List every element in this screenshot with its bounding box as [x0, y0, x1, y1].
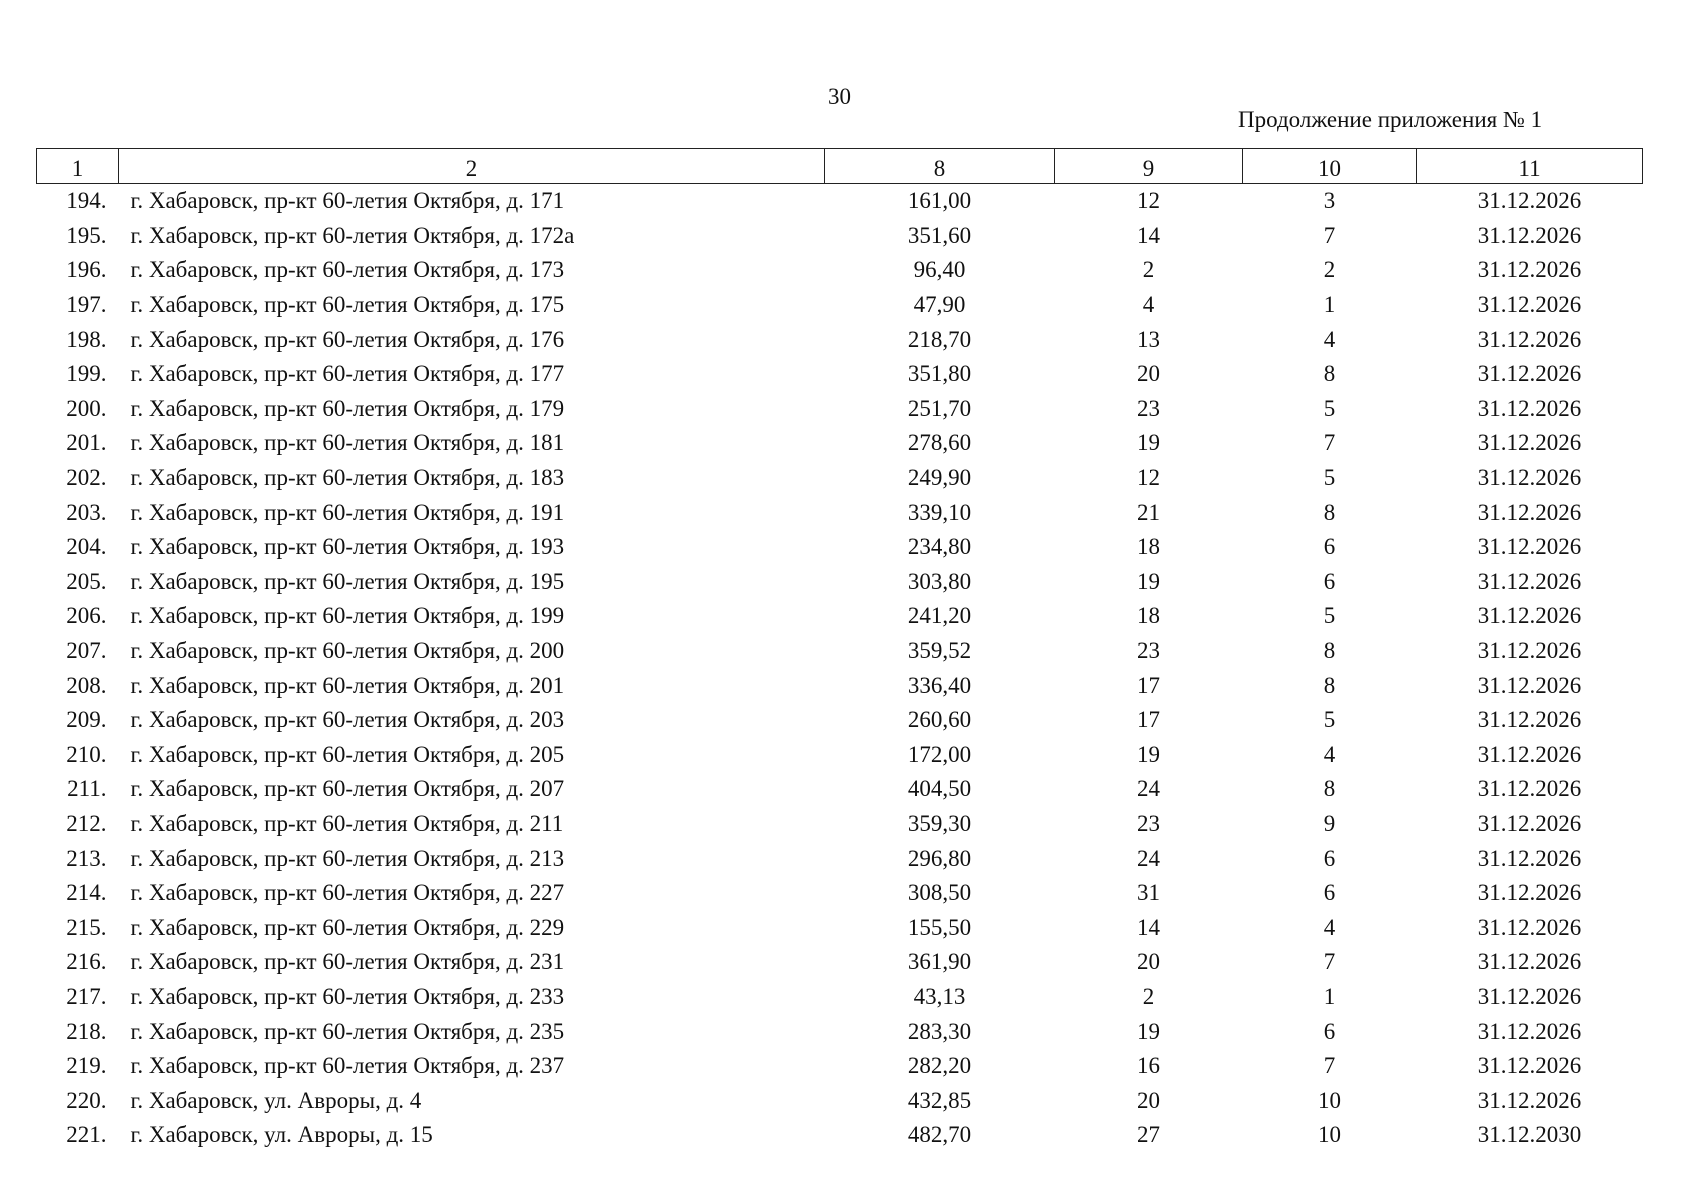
address: г. Хабаровск, пр-кт 60-летия Октября, д. 231: [130, 949, 565, 975]
count-col10: 2: [1323, 257, 1336, 283]
area-value: 283,30: [907, 1018, 972, 1044]
count-col10: 10: [1318, 1087, 1341, 1113]
address: г. Хабаровск, пр-кт 60-летия Октября, д. 227: [130, 880, 565, 906]
address: г. Хабаровск, пр-кт 60-летия Октября, д. 176: [130, 326, 565, 352]
address: г. Хабаровск, пр-кт 60-летия Октября, д. 235: [130, 1018, 565, 1044]
row-number: 209.: [66, 707, 107, 733]
row-number: 206.: [66, 603, 107, 629]
deadline-date: 31.12.2026: [1477, 914, 1582, 940]
count-col9: 18: [1137, 534, 1160, 560]
area-value: 308,50: [907, 880, 972, 906]
row-number: 199.: [66, 361, 107, 387]
area-value: 234,80: [907, 534, 972, 560]
address: г. Хабаровск, пр-кт 60-летия Октября, д. 193: [130, 534, 565, 560]
count-col9: 19: [1137, 1018, 1160, 1044]
count-col10: 1: [1323, 292, 1336, 318]
address: г. Хабаровск, пр-кт 60-летия Октября, д. 205: [130, 741, 565, 767]
deadline-date: 31.12.2026: [1477, 1018, 1582, 1044]
table-row: [37, 392, 1643, 427]
count-col10: 5: [1323, 395, 1336, 421]
appendix-continuation-note: Продолжение приложения № 1: [1238, 107, 1543, 132]
area-value: 260,60: [907, 707, 972, 733]
column-header-8: 8: [825, 149, 1055, 184]
count-col10: 5: [1323, 465, 1336, 491]
area-value: 155,50: [907, 914, 972, 940]
area-value: 282,20: [907, 1053, 972, 1079]
deadline-date: 31.12.2026: [1477, 188, 1582, 214]
table-row: [37, 461, 1643, 496]
count-col9: 23: [1137, 638, 1160, 664]
area-value: 351,60: [907, 222, 972, 248]
count-col9: 14: [1137, 914, 1160, 940]
area-value: 303,80: [907, 568, 972, 594]
deadline-date: 31.12.2026: [1477, 983, 1582, 1009]
count-col9: 12: [1137, 188, 1160, 214]
area-value: 336,40: [907, 672, 972, 698]
deadline-date: 31.12.2026: [1477, 1053, 1582, 1079]
area-value: 172,00: [907, 741, 972, 767]
count-col9: 24: [1137, 776, 1160, 802]
table-row: [37, 945, 1643, 980]
address: г. Хабаровск, пр-кт 60-летия Октября, д. 237: [130, 1053, 565, 1079]
count-col9: 23: [1137, 395, 1160, 421]
count-col9: 16: [1137, 1053, 1160, 1079]
table-body: [37, 184, 1643, 1153]
deadline-date: 31.12.2026: [1477, 534, 1582, 560]
address: г. Хабаровск, пр-кт 60-летия Октября, д. 173: [130, 257, 565, 283]
deadline-date: 31.12.2026: [1477, 741, 1582, 767]
address: г. Хабаровск, пр-кт 60-летия Октября, д. 207: [130, 776, 565, 802]
table-row: [37, 807, 1643, 842]
address: г. Хабаровск, пр-кт 60-летия Октября, д. 191: [130, 499, 565, 525]
address: г. Хабаровск, пр-кт 60-летия Октября, д. 179: [130, 395, 565, 421]
row-number: 203.: [66, 499, 107, 525]
table-row: [37, 668, 1643, 703]
row-number: 215.: [66, 914, 107, 940]
row-number: 220.: [66, 1087, 107, 1113]
row-number: 211.: [67, 776, 107, 802]
count-col10: 6: [1323, 845, 1336, 871]
table-row: [37, 980, 1643, 1015]
count-col10: 6: [1323, 534, 1336, 560]
count-col10: 6: [1323, 880, 1336, 906]
count-col9: 19: [1137, 430, 1160, 456]
table-row: [37, 184, 1643, 219]
table-row: [37, 322, 1643, 357]
table-row: [37, 841, 1643, 876]
table-header: [37, 149, 1643, 184]
area-value: 241,20: [907, 603, 972, 629]
table-row: [37, 288, 1643, 323]
count-col9: 17: [1137, 672, 1160, 698]
area-value: 43,13: [913, 983, 966, 1009]
count-col9: 24: [1137, 845, 1160, 871]
table-row: [37, 738, 1643, 773]
column-header-11: 11: [1417, 149, 1643, 184]
count-col10: 6: [1323, 568, 1336, 594]
address: г. Хабаровск, пр-кт 60-летия Октября, д. 200: [130, 638, 565, 664]
row-number: 204.: [66, 534, 107, 560]
count-col10: 5: [1323, 603, 1336, 629]
deadline-date: 31.12.2026: [1477, 638, 1582, 664]
count-col10: 10: [1318, 1122, 1341, 1148]
table-row: [37, 530, 1643, 565]
count-col10: 9: [1323, 810, 1336, 836]
deadline-date: 31.12.2026: [1477, 222, 1582, 248]
row-number: 216.: [66, 949, 107, 975]
count-col9: 20: [1137, 361, 1160, 387]
count-col9: 18: [1137, 603, 1160, 629]
row-number: 202.: [66, 465, 107, 491]
address: г. Хабаровск, пр-кт 60-летия Октября, д. 213: [130, 845, 565, 871]
row-number: 218.: [66, 1018, 107, 1044]
area-value: 278,60: [907, 430, 972, 456]
table-row: [37, 426, 1643, 461]
row-number: 197.: [66, 292, 107, 318]
table-header-row: [37, 149, 1643, 184]
area-value: 361,90: [907, 949, 972, 975]
row-number: 210.: [66, 741, 107, 767]
deadline-date: 31.12.2026: [1477, 810, 1582, 836]
deadline-date: 31.12.2026: [1477, 326, 1582, 352]
table-row: [37, 703, 1643, 738]
address: г. Хабаровск, пр-кт 60-летия Октября, д. 229: [130, 914, 565, 940]
count-col10: 4: [1323, 326, 1336, 352]
row-number: 201.: [66, 430, 107, 456]
count-col10: 8: [1323, 499, 1336, 525]
deadline-date: 31.12.2026: [1477, 292, 1582, 318]
address: г. Хабаровск, пр-кт 60-летия Октября, д. 172а: [130, 222, 575, 248]
row-number: 219.: [66, 1053, 107, 1079]
deadline-date: 31.12.2026: [1477, 707, 1582, 733]
deadline-date: 31.12.2026: [1477, 603, 1582, 629]
row-number: 221.: [66, 1122, 107, 1148]
row-number: 205.: [66, 568, 107, 594]
address: г. Хабаровск, ул. Авроры, д. 4: [130, 1087, 422, 1113]
count-col10: 8: [1323, 672, 1336, 698]
address: г. Хабаровск, пр-кт 60-летия Октября, д. 181: [130, 430, 565, 456]
deadline-date: 31.12.2030: [1477, 1122, 1582, 1148]
address: г. Хабаровск, пр-кт 60-летия Октября, д. 199: [130, 603, 565, 629]
column-header-2: 2: [119, 149, 825, 184]
table-row: [37, 253, 1643, 288]
row-number: 196.: [66, 257, 107, 283]
row-number: 213.: [66, 845, 107, 871]
row-number: 207.: [66, 638, 107, 664]
area-value: 359,52: [907, 638, 972, 664]
area-value: 432,85: [907, 1087, 972, 1113]
row-number: 212.: [66, 810, 107, 836]
count-col10: 4: [1323, 914, 1336, 940]
count-col9: 20: [1137, 949, 1160, 975]
address: г. Хабаровск, ул. Авроры, д. 15: [130, 1122, 433, 1148]
page-number: 30: [828, 84, 851, 109]
area-value: 249,90: [907, 465, 972, 491]
count-col10: 7: [1323, 430, 1336, 456]
count-col9: 2: [1142, 257, 1155, 283]
count-col10: 1: [1323, 983, 1336, 1009]
address: г. Хабаровск, пр-кт 60-летия Октября, д. 175: [130, 292, 565, 318]
area-value: 359,30: [907, 810, 972, 836]
area-value: 218,70: [907, 326, 972, 352]
area-value: 339,10: [907, 499, 972, 525]
row-number: 214.: [66, 880, 107, 906]
deadline-date: 31.12.2026: [1477, 257, 1582, 283]
table-row: [37, 1118, 1643, 1153]
deadline-date: 31.12.2026: [1477, 361, 1582, 387]
area-value: 404,50: [907, 776, 972, 802]
address: г. Хабаровск, пр-кт 60-летия Октября, д. 195: [130, 568, 565, 594]
table-row: [37, 910, 1643, 945]
area-value: 482,70: [907, 1122, 972, 1148]
count-col9: 13: [1137, 326, 1160, 352]
address: г. Хабаровск, пр-кт 60-летия Октября, д. 177: [130, 361, 565, 387]
table-row: [37, 634, 1643, 669]
table-row: [37, 219, 1643, 254]
count-col9: 23: [1137, 810, 1160, 836]
deadline-date: 31.12.2026: [1477, 880, 1582, 906]
count-col10: 7: [1323, 1053, 1336, 1079]
address: г. Хабаровск, пр-кт 60-летия Октября, д. 211: [130, 810, 564, 836]
deadline-date: 31.12.2026: [1477, 672, 1582, 698]
column-header-1: 1: [37, 149, 119, 184]
count-col9: 19: [1137, 741, 1160, 767]
deadline-date: 31.12.2026: [1477, 430, 1582, 456]
count-col9: 17: [1137, 707, 1160, 733]
address: г. Хабаровск, пр-кт 60-летия Октября, д. 233: [130, 983, 565, 1009]
count-col9: 12: [1137, 465, 1160, 491]
address: г. Хабаровск, пр-кт 60-летия Октября, д. 203: [130, 707, 565, 733]
row-number: 200.: [66, 395, 107, 421]
area-value: 96,40: [913, 257, 966, 283]
row-number: 195.: [66, 222, 107, 248]
count-col10: 8: [1323, 776, 1336, 802]
table-row: [37, 1083, 1643, 1118]
deadline-date: 31.12.2026: [1477, 776, 1582, 802]
deadline-date: 31.12.2026: [1477, 949, 1582, 975]
count-col9: 19: [1137, 568, 1160, 594]
address: г. Хабаровск, пр-кт 60-летия Октября, д. 201: [130, 672, 565, 698]
table-row: [37, 1049, 1643, 1084]
column-header-9: 9: [1055, 149, 1243, 184]
count-col10: 6: [1323, 1018, 1336, 1044]
count-col10: 5: [1323, 707, 1336, 733]
count-col10: 8: [1323, 361, 1336, 387]
table-row: [37, 772, 1643, 807]
row-number: 217.: [66, 983, 107, 1009]
count-col10: 3: [1323, 188, 1336, 214]
count-col10: 8: [1323, 638, 1336, 664]
deadline-date: 31.12.2026: [1477, 395, 1582, 421]
area-value: 351,80: [907, 361, 972, 387]
deadline-date: 31.12.2026: [1477, 568, 1582, 594]
count-col10: 4: [1323, 741, 1336, 767]
area-value: 251,70: [907, 395, 972, 421]
deadline-date: 31.12.2026: [1477, 465, 1582, 491]
table-row: [37, 495, 1643, 530]
table-row: [37, 1014, 1643, 1049]
table-row: [37, 565, 1643, 600]
count-col9: 31: [1137, 880, 1160, 906]
address: г. Хабаровск, пр-кт 60-летия Октября, д. 183: [130, 465, 565, 491]
deadline-date: 31.12.2026: [1477, 845, 1582, 871]
column-header-10: 10: [1243, 149, 1417, 184]
deadline-date: 31.12.2026: [1477, 1087, 1582, 1113]
row-number: 194.: [66, 188, 107, 214]
count-col10: 7: [1323, 949, 1336, 975]
area-value: 47,90: [913, 292, 966, 318]
area-value: 296,80: [907, 845, 972, 871]
table-row: [37, 357, 1643, 392]
table-row: [37, 599, 1643, 634]
area-value: 161,00: [907, 188, 972, 214]
count-col9: 27: [1137, 1122, 1160, 1148]
count-col9: 20: [1137, 1087, 1160, 1113]
count-col9: 4: [1142, 292, 1155, 318]
row-number: 198.: [66, 326, 107, 352]
count-col9: 2: [1142, 983, 1155, 1009]
count-col10: 7: [1323, 222, 1336, 248]
row-number: 208.: [66, 672, 107, 698]
count-col9: 21: [1137, 499, 1160, 525]
count-col9: 14: [1137, 222, 1160, 248]
deadline-date: 31.12.2026: [1477, 499, 1582, 525]
address: г. Хабаровск, пр-кт 60-летия Октября, д. 171: [130, 188, 565, 214]
appendix-table: [36, 148, 1643, 1153]
table-row: [37, 876, 1643, 911]
